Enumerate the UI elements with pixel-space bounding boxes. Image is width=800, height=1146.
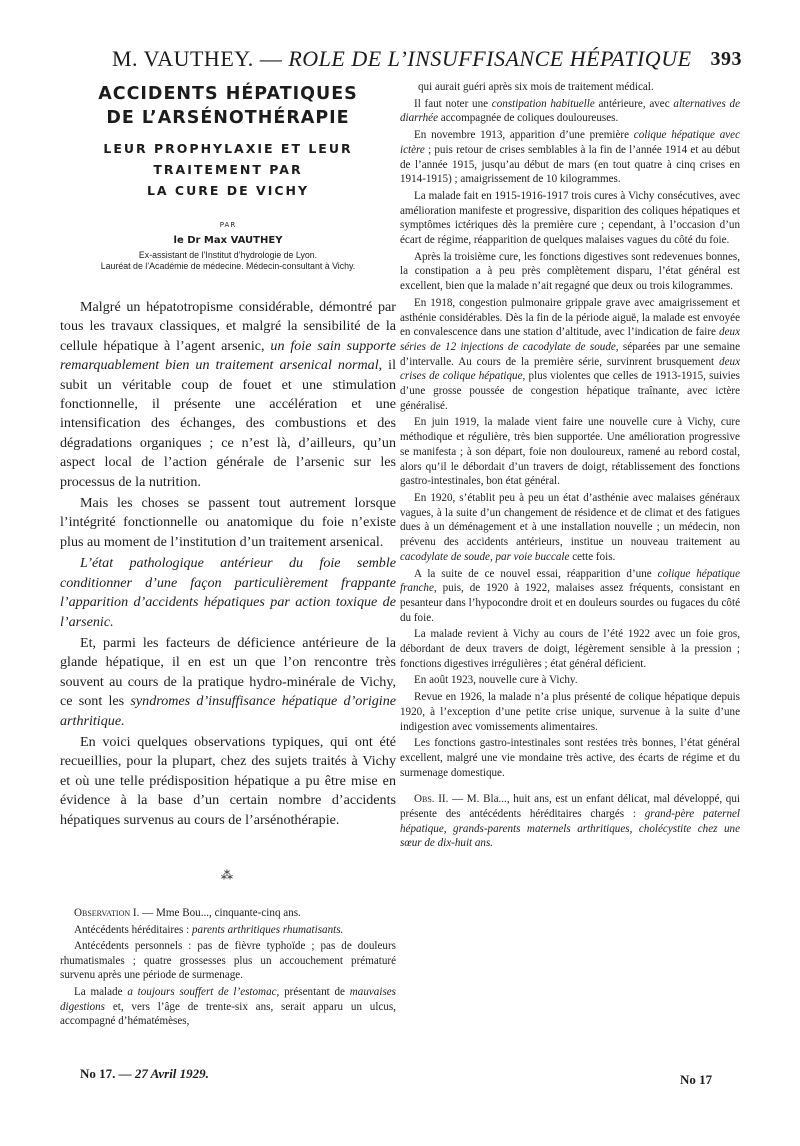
obs1-p4-text-2: , présentant de <box>276 985 350 998</box>
right-paragraph-2 <box>400 97 740 126</box>
intro-p3-emphasis: L’état pathologique antérieur du foie semble conditionner d’une façon particulièrement frappante l’apparition d’accidents hépatiques par action toxique de l’arsenic. <box>60 555 396 630</box>
issue-number-right: No 17 <box>680 1072 713 1087</box>
right-p9-text: A la suite de ce nouvel essai, réapparition d’une <box>414 567 658 580</box>
article-subtitle-line3: LA CURE DE VICHY <box>146 183 310 198</box>
obs1-paragraph-4 <box>60 985 396 1029</box>
right-paragraph-8 <box>400 491 740 565</box>
right-paragraph-9 <box>400 567 740 626</box>
affiliation-line1: Ex-assistant de l’Institut d’hydrologie de Lyon. <box>138 250 318 260</box>
intro-p1-text-2: , il subit un véritable coup de fouet et une stimulation fonctionnelle, il présente une accélération et une intensification des échanges, des combustions et des dégradations organiques ; ce n’est là, d’ailleurs, qu’un aspect local de l’action générale de l’arsenic sur les processus de la nutrition. <box>60 357 396 490</box>
affiliation-line2: Lauréat de l’Académie de médecine. Médecin-consultant à Vichy. <box>100 261 356 271</box>
article-title-line1: ACCIDENTS HÉPATIQUES <box>98 84 358 104</box>
right-p6-text-3: , plus violentes que celles de 1913-1915, suivies d’une grosse poussée de congestion hépatique traînante, avec ictère généralisé. <box>400 370 740 412</box>
intro-p1-text: Malgré un hépatotropisme considérable, démontré par tous les travaux classiques, et malgré la sensibilité de la cellule hépatique à l’agent arsenic, <box>60 299 396 354</box>
right-p3-text: En novembre 1913, apparition d’une première <box>414 129 634 142</box>
right-p6-text-2: , séparées par une semaine d’intervalle. Au cours de la première série, survinrent brusquement <box>400 340 741 368</box>
right-p2-emphasis: constipation habituelle <box>491 97 595 110</box>
article-title <box>60 82 396 130</box>
right-paragraph-3 <box>400 128 740 187</box>
right-paragraph-6 <box>400 296 740 414</box>
right-paragraph-12: Revue en 1926, la malade n’a plus présenté de colique hépatique depuis 1920, à l’exception d’une petite crise unique, survenue à la suite d’une indigestion avec vomissements alimentaires. <box>400 691 740 733</box>
intro-paragraph-5: En voici quelques observations typiques, qui ont été recueillies, pour la plupart, chez des sujets traités à Vichy et où une telle prédisposition hépatique a pu être mise en évidence à la base d’un certain nombre d’accidents hépatiques survenus au cours de l’arsénothérapie. <box>60 733 396 828</box>
left-column <box>60 82 396 1029</box>
author-affiliation <box>60 250 396 272</box>
obs1-p4-emphasis: a toujours souffert de l’estomac <box>127 985 277 998</box>
article-subtitle-line2: TRAITEMENT PAR <box>153 162 303 177</box>
intro-paragraph-4 <box>60 634 396 731</box>
article-title-line2: DE L’ARSÉNOTHÉRAPIE <box>106 108 350 128</box>
obs1-paragraph-2 <box>60 923 396 938</box>
obs2-heading: Obs. II. <box>414 793 449 806</box>
right-p9-emphasis: colique hépatique franche <box>400 567 740 595</box>
obs1-p4-text-3: et, vers l’âge de trente-six ans, serait apparu un ulcus, accompagné d’hématémèses, <box>60 1000 396 1028</box>
intro-paragraph-1 <box>60 298 396 492</box>
byline-par: PAR <box>219 221 237 229</box>
observation-2 <box>400 792 740 851</box>
right-p8-text: En 1920, s’établit peu à peu un état d’asthénie avec malaises généraux vagues, à la suite d’un changement de résidence et de climat et des fatigues dues à un déménagement et à une installation nouvelle ; un médecin, non prévenu des accidents antérieurs, institue un nouveau traitement au <box>400 491 740 549</box>
asterism-divider: ⁂ <box>221 867 235 882</box>
right-p8-text-2: cette fois. <box>569 550 616 563</box>
right-p3-text-2: ; puis retour de crises semblables à la fin de l’année 1914 et au début de l’année 1915, jusqu’au début de mars (en tout quatre à cinq crises en 1914-1915) ; amaigrissement de 10 kilogrammes. <box>400 143 740 186</box>
right-p2-text: Il faut noter une <box>414 97 492 110</box>
header-dash: — <box>259 46 283 71</box>
obs1-p2-emphasis: parents arthritiques rhumatisants. <box>191 923 344 936</box>
intro-paragraph-3 <box>60 554 396 632</box>
byline-author: le Dr Max VAUTHEY <box>173 235 283 246</box>
article-subtitle <box>60 138 396 201</box>
page-number: 393 <box>710 48 742 70</box>
right-p6-emphasis-2: deux crises de colique hépatique <box>400 355 740 383</box>
right-paragraph-4: La malade fait en 1915-1916-1917 trois cures à Vichy consécutives, avec amélioration manifeste et progressive, disparition des coliques hépatiques et symptômes ictériques dès la première cure ; cependant, à l’occasion d’un écart de régime, réapparition de quelques malaises vagues du côté du foie. <box>400 189 740 247</box>
right-p2-emphasis-2: alternatives de diarrhée <box>400 97 740 125</box>
intro-p1-emphasis: un foie sain supporte remarquablement bien un traitement arsenical normal <box>60 337 396 374</box>
obs1-paragraph-1 <box>60 906 396 921</box>
observation-1 <box>60 906 396 1029</box>
obs1-p2-text: Antécédents héréditaires : <box>74 923 192 936</box>
right-p6-emphasis: deux séries de 12 injections de cacodylate de soude <box>400 326 740 353</box>
right-p8-emphasis: cacodylate de soude, par voie buccale <box>400 550 570 563</box>
right-p9-text-2: , puis, de 1920 à 1922, malaises assez fréquents, consistant en pesanteur dans l’hypocondre droit et en douleurs sourdes ou fugaces du côté du foie. <box>400 582 740 624</box>
intro-p4-emphasis: syndromes d’insuffisance hépatique d’origine arthritique. <box>60 693 397 729</box>
right-paragraph-5: Après la troisième cure, les fonctions digestives sont redevenues bonnes, la constipation a à peu près complètement disparu, l’état général est excellent, bien que la malade n’ait regagné que deux ou trois kilogrammes. <box>400 250 740 293</box>
right-paragraph-7: En juin 1919, la malade vient faire une nouvelle cure à Vichy, cure méthodique et régulière, très bien supportée. Une amélioration progressive se manifesta ; à son départ, foie non douloureux, ramené au rebord costal, alors qu’il le débordait d’un travers de doigt, rétablissement des fonctions gastro-intestinales, bon état général. <box>400 416 740 488</box>
issue-footer <box>80 1066 209 1082</box>
article-subtitle-line1: LEUR PROPHYLAXIE ET LEUR <box>103 141 353 156</box>
obs1-heading: Observation I. <box>74 906 140 919</box>
right-paragraph-11: En août 1923, nouvelle cure à Vichy. <box>414 674 578 687</box>
obs1-paragraph-3: Antécédents personnels : pas de fièvre typhoïde ; pas de douleurs rhumatismales ; quatre grossesses plus un accouchement prématuré survenu après une période de surmenage. <box>60 940 396 982</box>
header-author: M. VAUTHEY. <box>112 46 254 71</box>
introduction <box>60 298 396 830</box>
right-paragraph-10: La malade revient à Vichy au cours de l’été 1922 avec un foie gros, débordant de deux travers de doigt, légèrement sensible à la pression ; fonctions digestives irrégulières ; état général déficient. <box>400 628 740 670</box>
obs2-emphasis: grand-père paternel hépatique, grands-parents maternels arthritiques, cholécystite chez une sœur de dix-huit ans. <box>400 808 740 850</box>
right-p2-text-2: antérieure, avec <box>594 97 674 110</box>
right-paragraph-1: qui aurait guéri après six mois de traitement médical. <box>418 81 654 93</box>
right-p3-emphasis: colique hépatique avec ictère <box>400 129 741 156</box>
intro-p4-text: Et, parmi les facteurs de déficience antérieure de la glande hépatique, il en est un que l’on rencontre très souvent au cours de la pratique hydro-minérale de Vichy, ce sont les <box>60 634 396 710</box>
obs1-p4-text: La malade <box>74 985 128 998</box>
issue-date: 27 Avril 1929. <box>134 1066 209 1081</box>
running-header <box>112 46 742 72</box>
obs2-text: — M. Bla..., huit ans, est un enfant délicat, mal développé, qui présente des antécédents héréditaires chargés : <box>400 793 740 821</box>
intro-paragraph-2: Mais les choses se passent tout autrement lorsque l’intégrité fonctionnelle ou anatomique du foie n’existe plus au moment de l’institution d’un traitement arsenical. <box>60 495 396 550</box>
right-p6-text: En 1918, congestion pulmonaire grippale grave avec amaigrissement et asthénie considérables. Dès la fin de la période aiguë, la malade est envoyée en convalescence dans une station d’altitude, avec l’indication de faire <box>400 296 740 339</box>
obs1-p1-text: — Mme Bou..., cinquante-cinq ans. <box>139 906 301 919</box>
issue-number: No 17. — <box>80 1066 132 1081</box>
right-paragraph-13: Les fonctions gastro-intestinales sont restées très bonnes, l’état général excellent, malgré une vie mondaine très active, des écarts de régime et du surmenage domestique. <box>400 737 740 779</box>
obs1-p4-emphasis-2: mauvaises digestions <box>60 985 396 1013</box>
header-title: ROLE DE L’INSUFFISANCE HÉPATIQUE <box>288 46 692 71</box>
right-column <box>400 80 740 851</box>
right-p2-text-3: accompagnée de coliques douloureuses. <box>438 112 619 125</box>
